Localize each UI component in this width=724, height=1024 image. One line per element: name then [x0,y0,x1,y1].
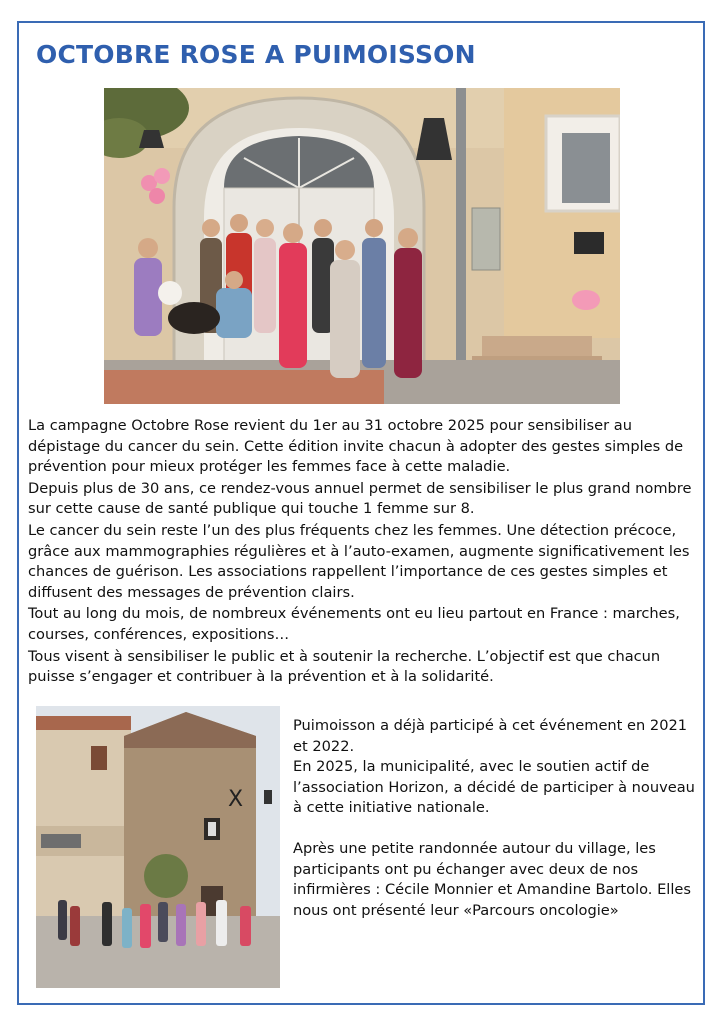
article-paragraph: Le cancer du sein reste l’un des plus fréquents chez les femmes. Une détection précoce, grâce aux mammographies régulières et à l’auto-examen, augmente significativement les chances de guérison. Les associations rappellent l’importance de ces gestes simples et diffusent des messages de prévention clairs. [28,521,690,601]
article-body [28,416,700,689]
article-paragraph: Tous visent à sensibiliser le public et à soutenir la recherche. L’objectif est que chacun puisse s’engager et contribuer à la prévention et à la solidarité. [28,647,661,686]
group-photo-icon [104,88,620,404]
article-paragraph: Tout au long du mois, de nombreux événements ont eu lieu partout en France : marches, courses, conférences, expositions… [28,605,680,643]
side-paragraph-municipality: En 2025, la municipalité, avec le soutien actif de l’association Horizon, a décidé de participer à nouveau à cette initiative nationale. [293,758,695,817]
svg-text:X: X [228,787,244,812]
page-title: OCTOBRE ROSE A PUIMOISSON [36,40,476,69]
side-text [293,716,703,921]
article-paragraph: La campagne Octobre Rose revient du 1er au 31 octobre 2025 pour sensibiliser au dépistage du cancer du sein. Cette édition invite chacun à adopter des gestes simples de prévention pour mieux protéger les femmes face à cette maladie. [28,417,684,476]
article-paragraph: Depuis plus de 30 ans, ce rendez-vous annuel permet de sensibiliser le plus grand nombre sur cette cause de santé publique qui touche 1 femme sur 8. [28,479,692,518]
side-paragraph-history: Puimoisson a déjà participé à cet événement en 2021 et 2022. [293,717,688,755]
side-paragraph-walk: Après une petite randonnée autour du village, les participants ont pu échanger avec deux de nos infirmières : Cécile Monnier et Amandine Bartolo. Elles nous ont présenté leur «Parcours oncologie» [293,839,691,919]
group-photo [104,88,620,404]
village-photo [36,706,280,988]
village-walk-photo-icon [36,706,280,988]
